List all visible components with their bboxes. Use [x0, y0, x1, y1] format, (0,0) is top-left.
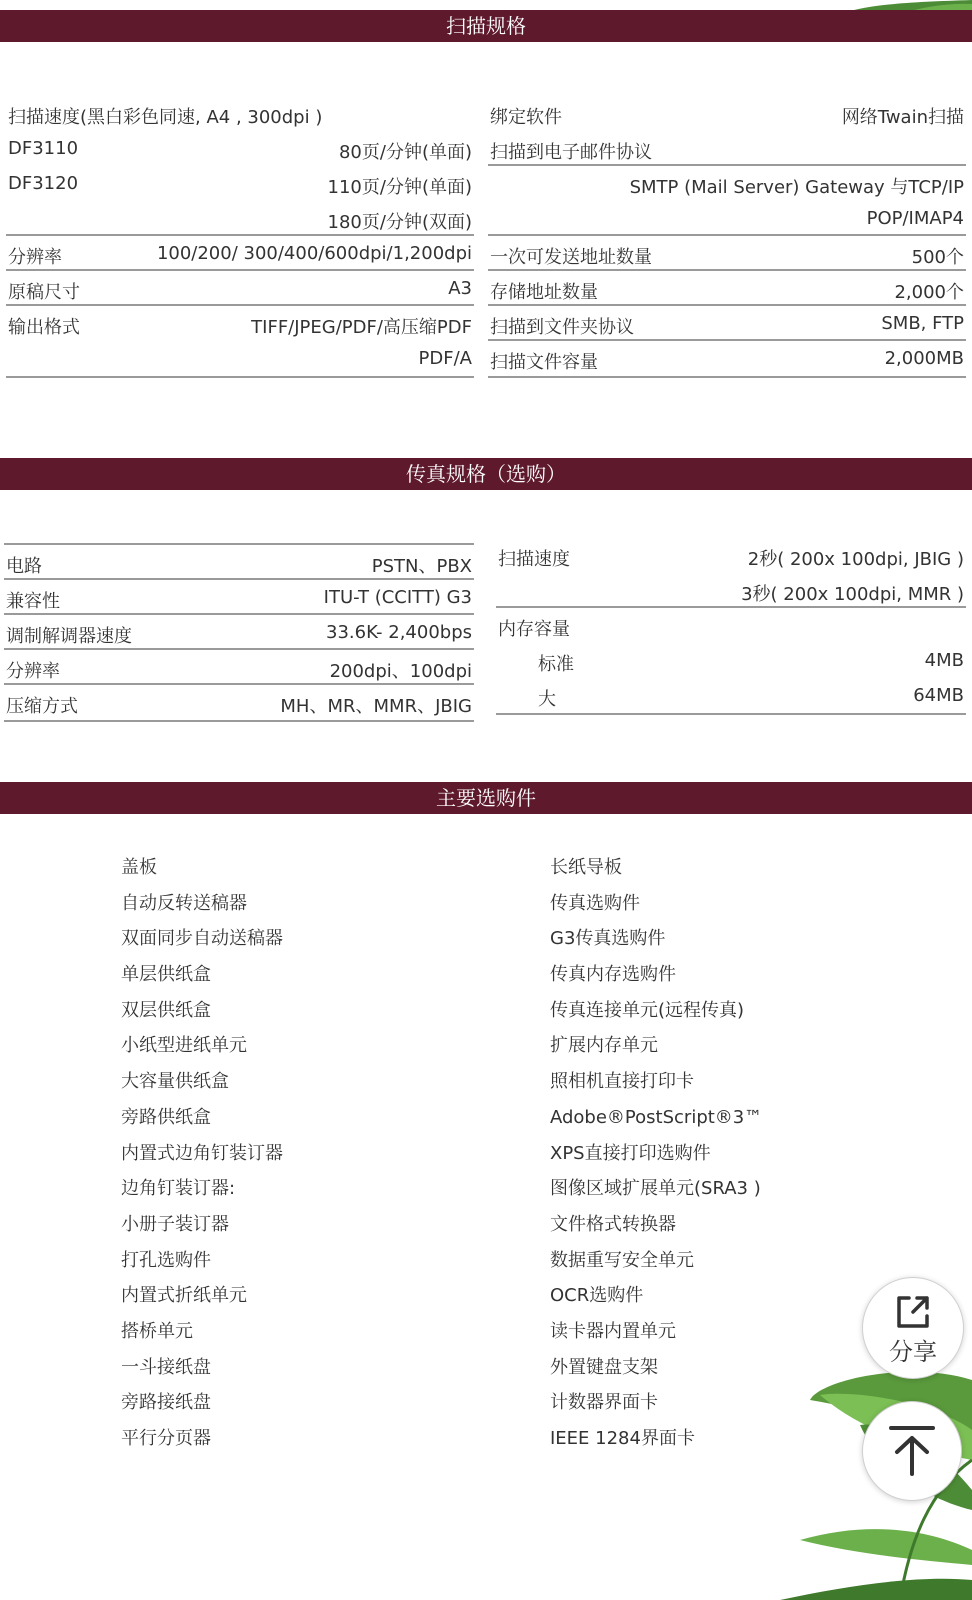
spec-value: PSTN、PBX	[371, 556, 472, 577]
spec-value: 4MB	[924, 650, 964, 671]
spec-label: 分辨率	[8, 247, 62, 268]
spec-row	[4, 650, 474, 685]
spec-value: 2,000个	[894, 282, 964, 303]
spec-label: 扫描到电子邮件协议	[490, 142, 652, 163]
spec-value: A3	[448, 278, 472, 299]
options-left-list	[121, 850, 283, 1457]
option-item: 打孔选购件	[121, 1249, 211, 1271]
spec-value: 200dpi、100dpi	[329, 661, 472, 682]
spec-label: 绑定软件	[490, 107, 562, 128]
spec-label: 压缩方式	[6, 696, 78, 717]
spec-label: 大	[538, 689, 556, 710]
option-item: 小册子装订器	[121, 1213, 229, 1235]
spec-value: 2秒( 200x 100dpi, JBIG )	[747, 549, 964, 570]
spec-row	[6, 236, 474, 271]
spec-row	[488, 96, 966, 131]
spec-label: 调制解调器速度	[6, 626, 132, 647]
spec-label: 电路	[6, 556, 42, 577]
option-item: XPS直接打印选购件	[550, 1142, 711, 1164]
spec-value: 80页/分钟(单面)	[338, 142, 472, 163]
spec-row	[6, 166, 474, 201]
spec-label: 扫描到文件夹协议	[490, 317, 634, 338]
spec-value: 180页/分钟(双面)	[327, 212, 472, 233]
spec-value: SMB, FTP	[881, 313, 964, 334]
spec-row	[496, 538, 966, 573]
option-item: 扩展内存单元	[550, 1035, 658, 1057]
spec-label: 扫描速度(黑白彩色同速, A4 , 300dpi )	[8, 107, 323, 128]
spec-row	[488, 236, 966, 271]
spec-row	[488, 131, 966, 166]
spec-label: 标准	[538, 654, 574, 675]
spec-value: 500个	[911, 247, 964, 268]
option-item: 平行分页器	[121, 1428, 211, 1449]
option-item: 传真连接单元(远程传真)	[550, 999, 745, 1021]
arrow-up-icon	[887, 1424, 937, 1478]
spec-label: 原稿尺寸	[8, 282, 80, 303]
option-item: 传真选购件	[550, 892, 640, 914]
spec-value: 3秒( 200x 100dpi, MMR )	[741, 584, 964, 605]
option-item: 文件格式转换器	[550, 1213, 676, 1235]
option-item: 大容量供纸盒	[121, 1071, 229, 1093]
spec-label: DF3120	[8, 173, 79, 194]
spec-value: SMTP (Mail Server) Gateway 与TCP/IP	[629, 177, 964, 198]
spec-label: 分辨率	[6, 661, 60, 682]
spec-value: MH、MR、MMR、JBIG	[280, 696, 472, 717]
option-item: 传真内存选购件	[550, 964, 676, 986]
spec-row	[488, 166, 966, 201]
spec-value: 100/200/ 300/400/600dpi/1,200dpi	[156, 243, 472, 264]
spec-row	[6, 341, 474, 376]
scan-spec-header: 扫描规格	[0, 10, 972, 42]
option-item: 内置式折纸单元	[121, 1285, 247, 1307]
share-button[interactable]	[862, 1277, 964, 1379]
spec-row	[6, 131, 474, 166]
option-item: 照相机直接打印卡	[550, 1071, 694, 1093]
option-item: IEEE 1284界面卡	[550, 1428, 695, 1449]
scan-spec-right-table	[488, 96, 966, 378]
fax-spec-header: 传真规格（选购）	[0, 458, 972, 490]
spec-label: 扫描速度	[498, 549, 570, 570]
option-item: 内置式边角钉装订器	[121, 1142, 283, 1164]
spec-row	[6, 306, 474, 341]
fax-spec-left-table	[4, 543, 474, 722]
option-item: OCR选购件	[550, 1285, 644, 1307]
spec-label: 扫描文件容量	[490, 352, 598, 373]
spec-row	[488, 271, 966, 306]
spec-value: 110页/分钟(单面)	[327, 177, 472, 198]
option-item: 单层供纸盒	[121, 964, 211, 986]
spec-row	[496, 678, 966, 713]
spec-label: 输出格式	[8, 317, 80, 338]
spec-value: PDF/A	[418, 348, 472, 369]
spec-label: 存储地址数量	[490, 282, 598, 303]
option-item: 读卡器内置单元	[550, 1320, 676, 1342]
option-item: 长纸导板	[550, 857, 622, 878]
option-item: 边角钉装订器:	[121, 1178, 236, 1200]
spec-label: 兼容性	[6, 591, 60, 612]
fax-spec-right-table	[496, 538, 966, 715]
spec-label: 一次可发送地址数量	[490, 247, 652, 268]
spec-row	[488, 306, 966, 341]
spec-row	[6, 96, 474, 131]
share-label: 分享	[889, 1338, 937, 1366]
options-right-list	[550, 850, 762, 1457]
spec-row	[6, 271, 474, 306]
spec-value: TIFF/JPEG/PDF/高压缩PDF	[251, 317, 472, 338]
option-item: 小纸型进纸单元	[121, 1035, 247, 1057]
option-item: 盖板	[121, 857, 157, 878]
share-icon	[891, 1290, 935, 1334]
option-item: 外置键盘支架	[550, 1356, 658, 1378]
option-item: 数据重写安全单元	[550, 1249, 694, 1271]
spec-value: ITU-T (CCITT) G3	[323, 587, 472, 608]
spec-row	[496, 573, 966, 608]
spec-value: 2,000MB	[884, 348, 964, 369]
spec-row	[4, 685, 474, 720]
scan-spec-left-table	[6, 96, 474, 378]
option-item: G3传真选购件	[550, 928, 666, 950]
option-item: Adobe®PostScript®3™	[550, 1106, 763, 1128]
spec-row	[496, 608, 966, 643]
option-item: 搭桥单元	[121, 1320, 193, 1342]
spec-value: POP/IMAP4	[866, 208, 964, 229]
option-item: 一斗接纸盘	[121, 1356, 211, 1378]
spec-value: 64MB	[913, 685, 964, 706]
option-item: 图像区域扩展单元(SRA3 )	[550, 1178, 761, 1200]
spec-row	[4, 545, 474, 580]
back-to-top-button[interactable]	[862, 1401, 962, 1501]
option-item: 双层供纸盒	[121, 999, 211, 1021]
spec-row	[488, 201, 966, 236]
option-item: 旁路接纸盘	[121, 1392, 211, 1414]
option-item: 计数器界面卡	[550, 1392, 658, 1414]
spec-value: 网络Twain扫描	[841, 107, 964, 128]
spec-row	[488, 341, 966, 376]
options-header: 主要选购件	[0, 782, 972, 814]
spec-value: 33.6K- 2,400bps	[326, 622, 472, 643]
spec-row	[4, 615, 474, 650]
option-item: 双面同步自动送稿器	[121, 928, 283, 950]
option-item: 自动反转送稿器	[121, 892, 247, 914]
spec-label: DF3110	[8, 138, 79, 159]
spec-row	[496, 643, 966, 678]
option-item: 旁路供纸盒	[121, 1106, 211, 1128]
spec-row	[6, 201, 474, 236]
spec-row	[4, 580, 474, 615]
spec-label: 内存容量	[498, 619, 570, 640]
